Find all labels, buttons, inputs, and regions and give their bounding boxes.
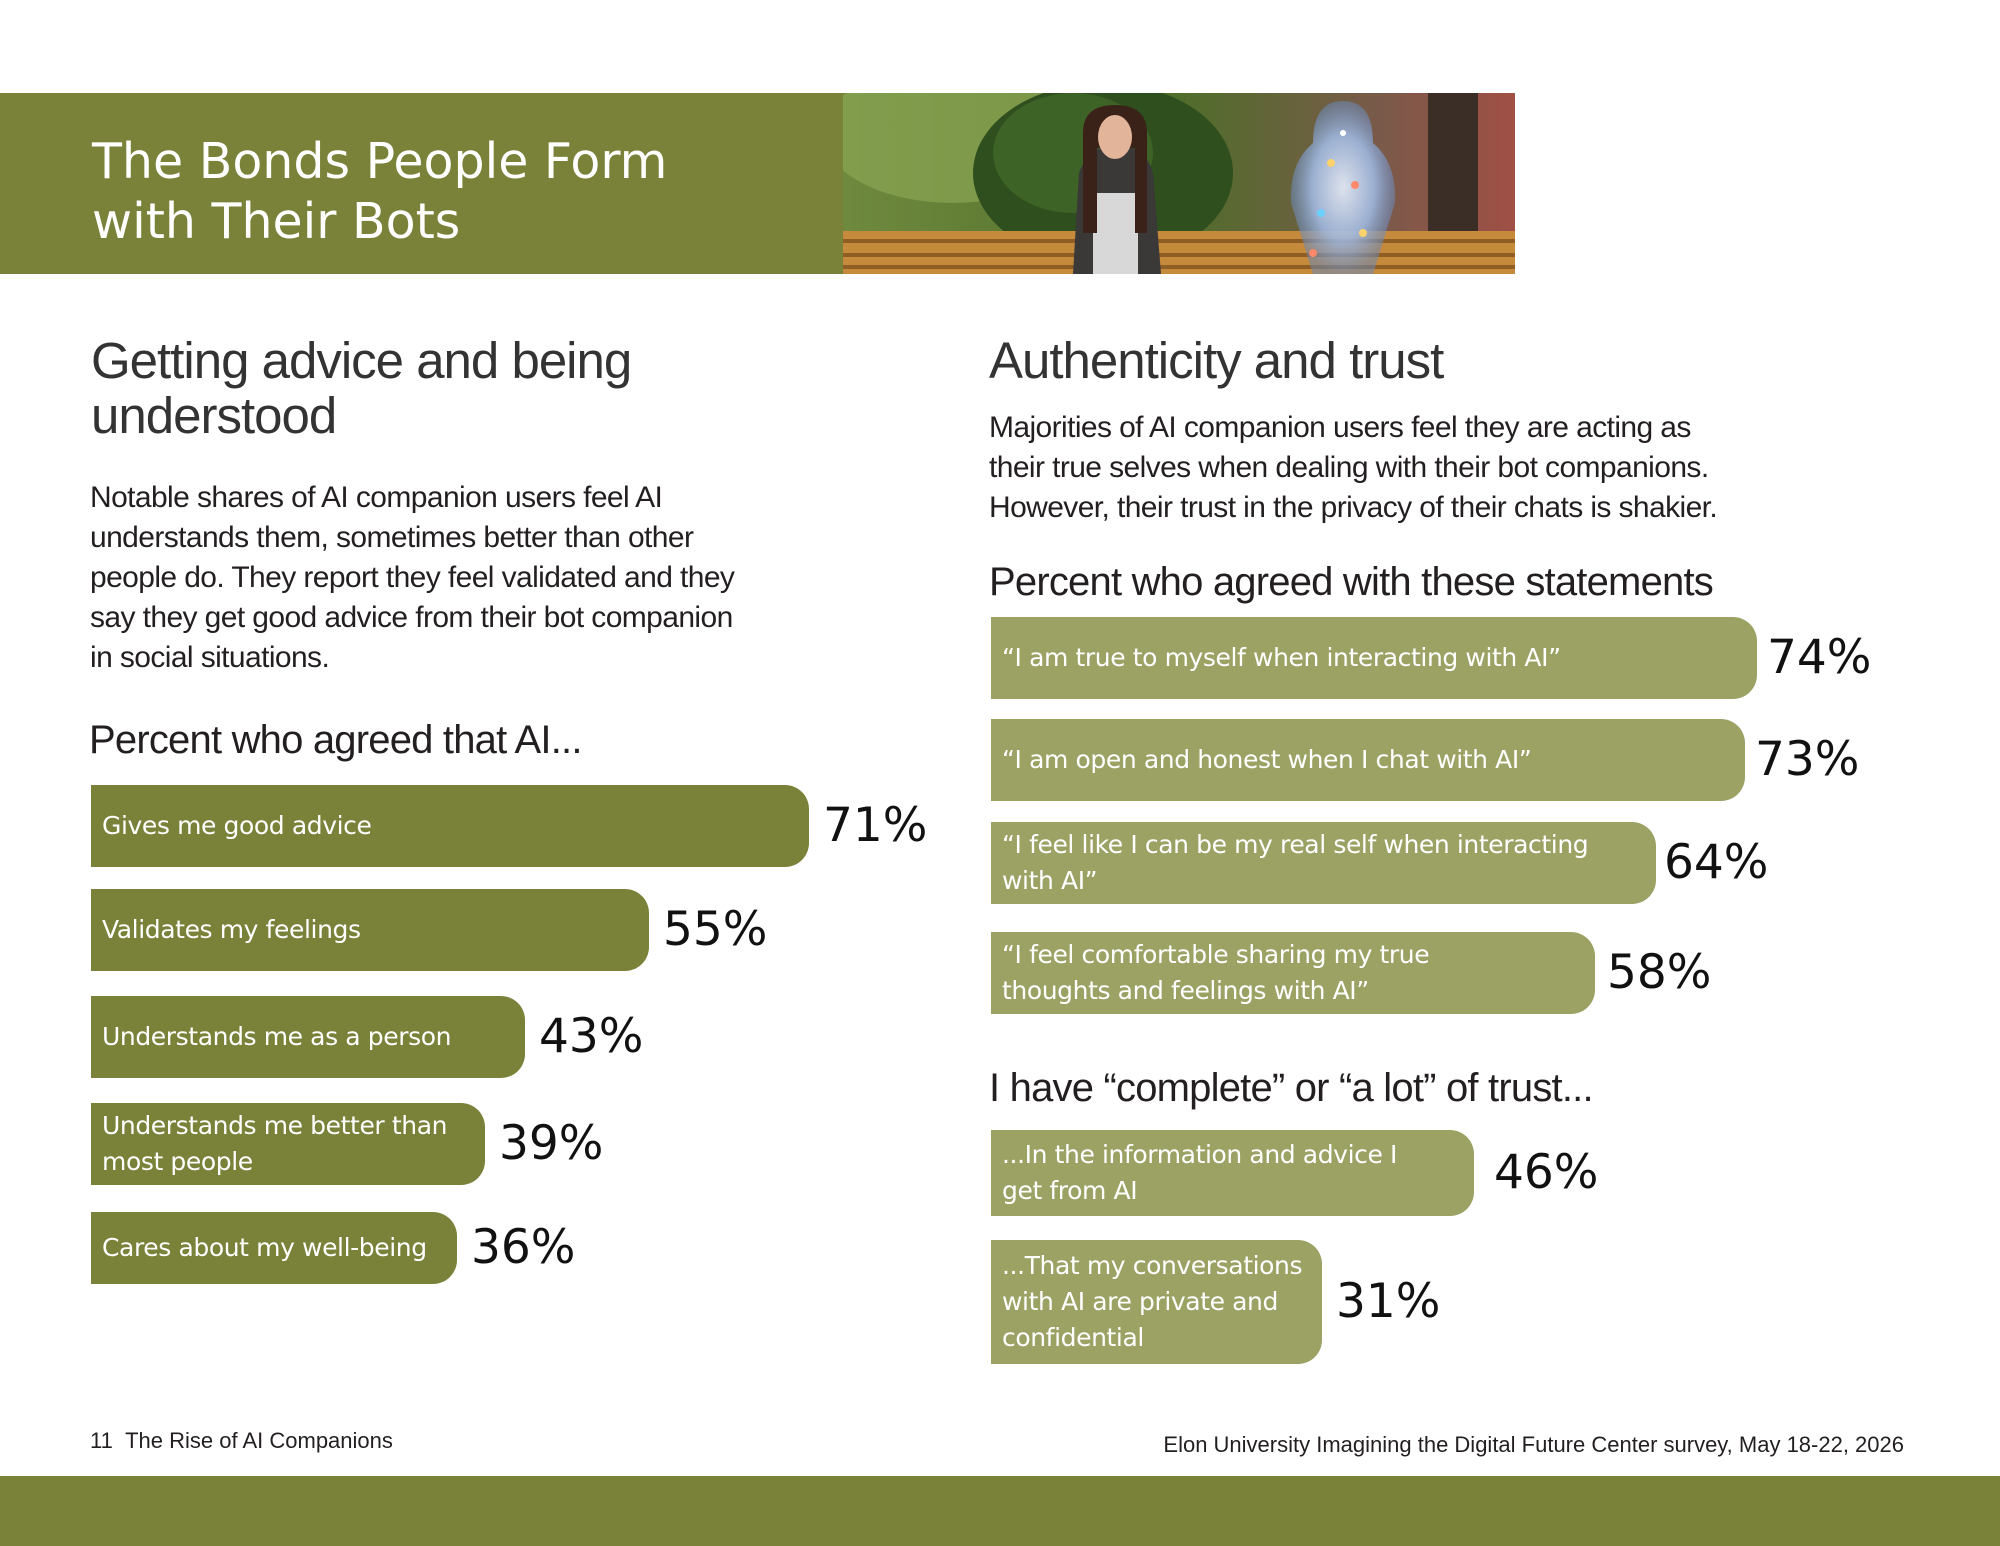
bar-2-4 (991, 932, 1595, 1014)
right-intro: Majorities of AI companion users feel they are acting as their true selves when dealing with their bot companions. However, their trust in the privacy of their chats is shakier. (989, 411, 1718, 524)
bar-value-label: 36% (471, 1220, 576, 1275)
bar-value-label: 64% (1664, 835, 1769, 890)
bar-1-2 (91, 889, 649, 971)
bar-label: ...In the information and advice I get from AI (1002, 1140, 1397, 1205)
bar-value-label: 71% (823, 798, 928, 853)
bar-2-1 (991, 617, 1757, 699)
bar-value-label: 39% (499, 1116, 604, 1171)
bar-value-label: 73% (1755, 732, 1860, 787)
footer-report (90, 1428, 393, 1454)
bar-1-3 (91, 996, 525, 1078)
left-chart-title: Percent who agreed that AI... (89, 718, 582, 762)
bar-value-label: 31% (1336, 1274, 1441, 1329)
bar-label: “I feel like I can be my real self when interacting with AI” (1002, 830, 1589, 895)
bar-label: ...That my conversations with AI are private and confidential (1002, 1251, 1303, 1352)
report-title: The Rise of AI Companions (125, 1428, 393, 1453)
left-intro: Notable shares of AI companion users feel AI understands them, sometimes better than other people do. They report they feel validated and they say they get good advice from their bot companion in social situations. (90, 481, 735, 674)
bar-label: “I am true to myself when interacting with AI” (1002, 643, 1561, 672)
bar-label: Gives me good advice (102, 811, 372, 840)
page-number: 11 (90, 1428, 113, 1453)
bar-3-2 (991, 1240, 1322, 1364)
bar-1-1 (91, 785, 809, 867)
bar-value-label: 58% (1607, 945, 1712, 1000)
bar-1-4 (91, 1103, 485, 1185)
bar-label: “I am open and honest when I chat with AI” (1002, 745, 1532, 774)
left-section-title: Getting advice and being understood (91, 332, 632, 444)
right-chart1-title: Percent who agreed with these statements (989, 560, 1713, 604)
footer-band (0, 1476, 2000, 1546)
bar-value-label: 55% (663, 902, 768, 957)
bar-value-label: 46% (1494, 1145, 1599, 1200)
bar-2-2 (991, 719, 1745, 801)
bar-label: Validates my feelings (102, 915, 361, 944)
header-photo (843, 93, 1515, 274)
bar-label: Understands me as a person (102, 1022, 452, 1051)
bar-3-1 (991, 1130, 1474, 1216)
right-chart2-title: I have “complete” or “a lot” of trust... (989, 1066, 1593, 1110)
footer-source: Elon University Imagining the Digital Future Center survey, May 18-22, 2026 (1163, 1432, 1904, 1457)
bar-label: Understands me better than most people (102, 1111, 448, 1176)
bar-value-label: 74% (1767, 630, 1872, 685)
bar-1-5 (91, 1212, 457, 1284)
bar-label: “I feel comfortable sharing my true thoughts and feelings with AI” (1002, 940, 1430, 1005)
bar-label: Cares about my well-being (102, 1233, 427, 1262)
right-section-title: Authenticity and trust (989, 332, 1444, 389)
bar-2-3 (991, 822, 1656, 904)
bar-value-label: 43% (539, 1009, 644, 1064)
page-title: The Bonds People Form with Their Bots (92, 133, 668, 250)
